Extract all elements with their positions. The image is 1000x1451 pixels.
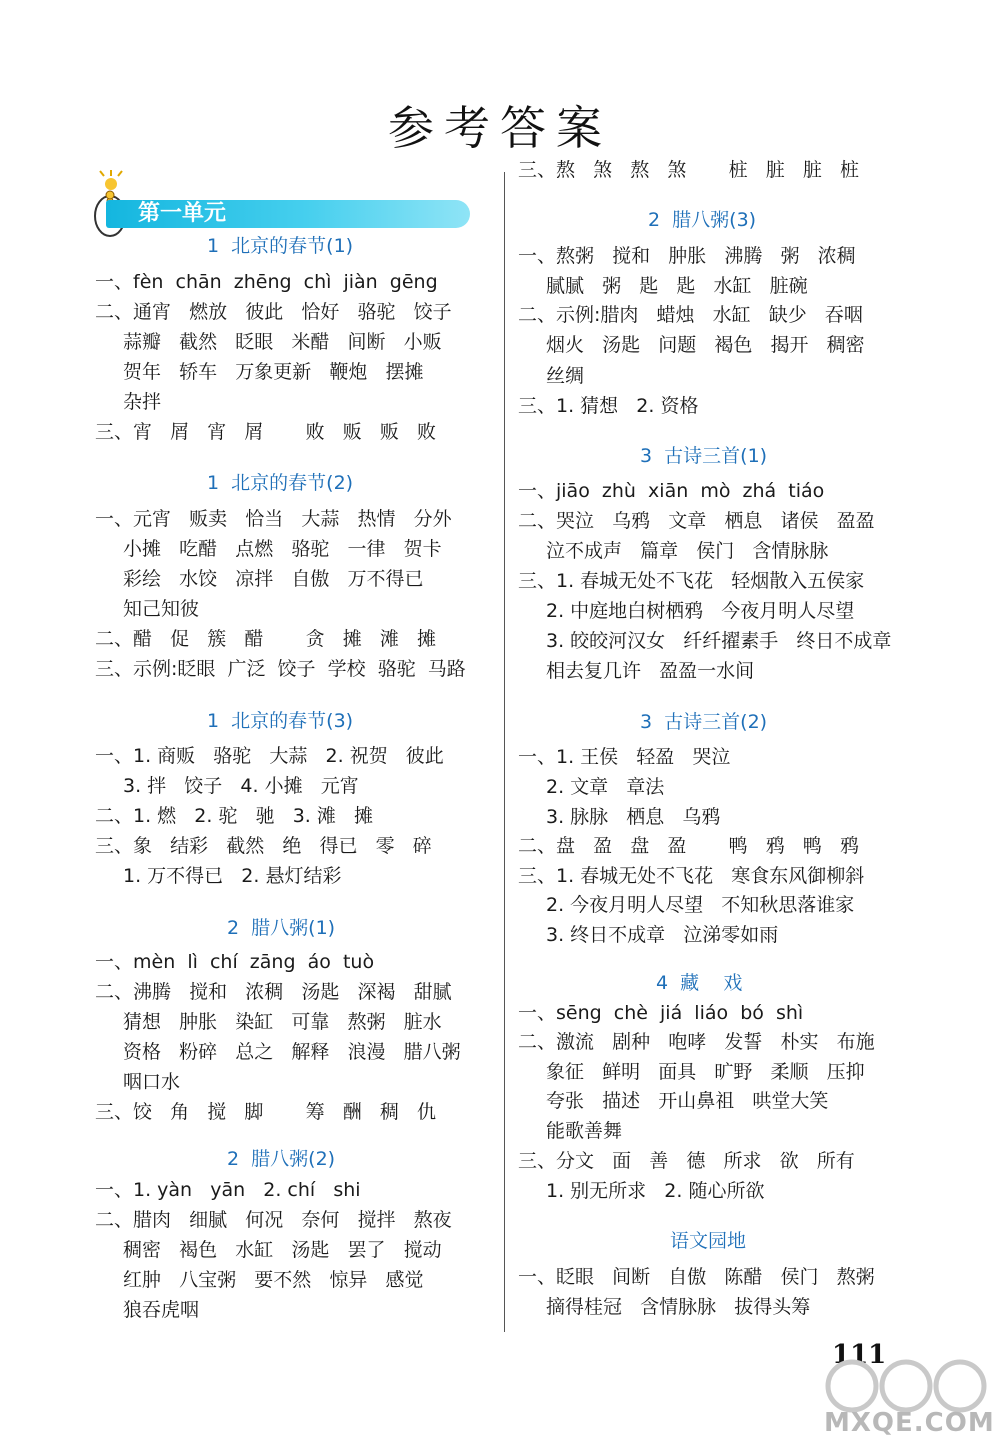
answer-line: 一、1. 王侯 轻盈 哭泣 <box>518 746 731 768</box>
answer-line: 三、1. 春城无处不飞花 轻烟散入五侯家 <box>518 570 865 592</box>
answer-line: 象征 鲜明 面具 旷野 柔顺 压抑 <box>546 1061 865 1083</box>
answer-line: 烟火 汤匙 问题 褐色 揭开 稠密 <box>546 334 865 356</box>
answer-line: 三、象 结彩 截然 绝 得已 零 碎 <box>95 835 432 857</box>
answer-line: 一、fèn chān zhēng chì jiàn gēng <box>95 271 438 293</box>
watermark <box>812 1356 994 1448</box>
watermark-logo-icon <box>812 1356 994 1416</box>
answer-line: 二、哭泣 乌鸦 文章 栖息 诸侯 盈盈 <box>518 510 875 532</box>
answer-line: 一、元宵 贩卖 恰当 大蒜 热情 分外 <box>95 508 452 530</box>
answer-line: 资格 粉碎 总之 解释 浪漫 腊八粥 <box>123 1041 461 1063</box>
section-heading: 语文园地 <box>670 1230 747 1252</box>
answer-line: 二、醋 促 簇 醋 贪 摊 滩 摊 <box>95 628 436 650</box>
section-heading: 2 腊八粥(1) <box>227 917 336 939</box>
answer-line: 一、眨眼 间断 自傲 陈醋 侯门 熬粥 <box>518 1266 875 1288</box>
answer-line: 腻腻 粥 匙 匙 水缸 脏碗 <box>546 275 808 297</box>
section-heading: 2 腊八粥(3) <box>648 209 757 231</box>
column-divider <box>504 172 505 1332</box>
answer-line: 稠密 褐色 水缸 汤匙 罢了 搅动 <box>123 1239 442 1261</box>
answer-line: 一、jiāo zhù xiān mò zhá tiáo <box>518 480 825 502</box>
answer-line: 三、示例:眨眼 广泛 饺子 学校 骆驼 马路 <box>95 658 466 680</box>
section-heading: 2 腊八粥(2) <box>227 1148 336 1170</box>
answer-line: 泣不成声 篇章 侯门 含情脉脉 <box>546 540 829 562</box>
answer-line: 二、1. 燃 2. 驼 驰 3. 滩 摊 <box>95 805 373 827</box>
answer-line: 3. 脉脉 栖息 乌鸦 <box>546 806 721 828</box>
answer-line: 一、1. 商贩 骆驼 大蒜 2. 祝贺 彼此 <box>95 745 444 767</box>
answer-line: 三、1. 猜想 2. 资格 <box>518 395 699 417</box>
page-title: 参考答案 <box>388 101 612 155</box>
section-heading: 4 藏 戏 <box>656 972 743 994</box>
answer-line: 丝绸 <box>546 365 585 387</box>
answer-line: 彩绘 水饺 凉拌 自傲 万不得已 <box>123 568 424 590</box>
answer-line: 二、腊肉 细腻 何况 奈何 搅拌 熬夜 <box>95 1209 452 1231</box>
answer-line: 贺年 轿车 万象更新 鞭炮 摆摊 <box>123 361 424 383</box>
answer-line: 三、1. 春城无处不飞花 寒食东风御柳斜 <box>518 865 865 887</box>
answer-line: 3. 拌 饺子 4. 小摊 元宵 <box>123 775 359 797</box>
section-heading: 1 北京的春节(2) <box>207 472 354 494</box>
answer-line: 能歌善舞 <box>546 1120 623 1142</box>
answer-line: 1. 别无所求 2. 随心所欲 <box>546 1180 765 1202</box>
answer-line: 一、sēng chè jiá liáo bó shì <box>518 1002 804 1024</box>
answer-line: 2. 今夜月明人尽望 不知秋思落谁家 <box>546 894 855 916</box>
answer-line: 2. 中庭地白树栖鸦 今夜月明人尽望 <box>546 600 855 622</box>
answer-line: 相去复几许 盈盈一水间 <box>546 660 755 682</box>
answer-line: 三、宵 屑 宵 屑 败 贩 贩 败 <box>95 421 436 443</box>
answer-line: 一、熬粥 搅和 肿胀 沸腾 粥 浓稠 <box>518 245 856 267</box>
watermark-text: MXQE.COM <box>824 1408 995 1438</box>
answer-line: 摘得桂冠 含情脉脉 拔得头筹 <box>546 1296 811 1318</box>
answer-line: 2. 文章 章法 <box>546 776 665 798</box>
answer-line: 3. 皎皎河汉女 纤纤擢素手 终日不成章 <box>546 630 892 652</box>
answer-line: 三、熬 煞 熬 煞 桩 脏 脏 桩 <box>518 159 859 181</box>
answer-line: 一、1. yàn yān 2. chí shi <box>95 1179 361 1201</box>
answer-line: 小摊 吃醋 点燃 骆驼 一律 贺卡 <box>123 538 442 560</box>
section-heading: 3 古诗三首(1) <box>640 445 768 467</box>
answer-line: 二、示例:腊肉 蜡烛 水缸 缺少 吞咽 <box>518 304 863 326</box>
answer-line: 3. 终日不成章 泣涕零如雨 <box>546 924 779 946</box>
answer-line: 三、饺 角 搅 脚 筹 酬 稠 仇 <box>95 1101 436 1123</box>
answer-line: 猜想 肿胀 染缸 可靠 熬粥 脏水 <box>123 1011 442 1033</box>
answer-line: 1. 万不得已 2. 悬灯结彩 <box>123 865 342 887</box>
answer-line: 二、盘 盈 盘 盈 鸭 鸦 鸭 鸦 <box>518 835 859 857</box>
section-heading: 1 北京的春节(3) <box>207 710 354 732</box>
answer-line: 咽口水 <box>123 1071 181 1093</box>
unit-title: 第一单元 <box>138 201 227 226</box>
page-number: 111 <box>832 1340 887 1370</box>
answer-line: 狼吞虎咽 <box>123 1299 200 1321</box>
answer-line: 夸张 描述 开山鼻祖 哄堂大笑 <box>546 1090 829 1112</box>
answer-line: 红肿 八宝粥 要不然 惊异 感觉 <box>123 1269 424 1291</box>
answer-line: 三、分文 面 善 德 所求 欲 所有 <box>518 1150 855 1172</box>
answer-line: 二、沸腾 搅和 浓稠 汤匙 深褐 甜腻 <box>95 981 452 1003</box>
answer-line: 知己知彼 <box>123 598 200 620</box>
answer-line: 二、激流 剧种 咆哮 发誓 朴实 布施 <box>518 1031 875 1053</box>
answer-line: 二、通宵 燃放 彼此 恰好 骆驼 饺子 <box>95 301 452 323</box>
answer-line: 一、mèn lì chí zāng áo tuò <box>95 951 375 973</box>
section-heading: 3 古诗三首(2) <box>640 711 768 733</box>
answer-line: 蒜瓣 截然 眨眼 米醋 间断 小贩 <box>123 331 442 353</box>
unit-banner <box>92 196 470 232</box>
answer-line: 杂拌 <box>123 391 162 413</box>
section-heading: 1 北京的春节(1) <box>207 235 354 257</box>
